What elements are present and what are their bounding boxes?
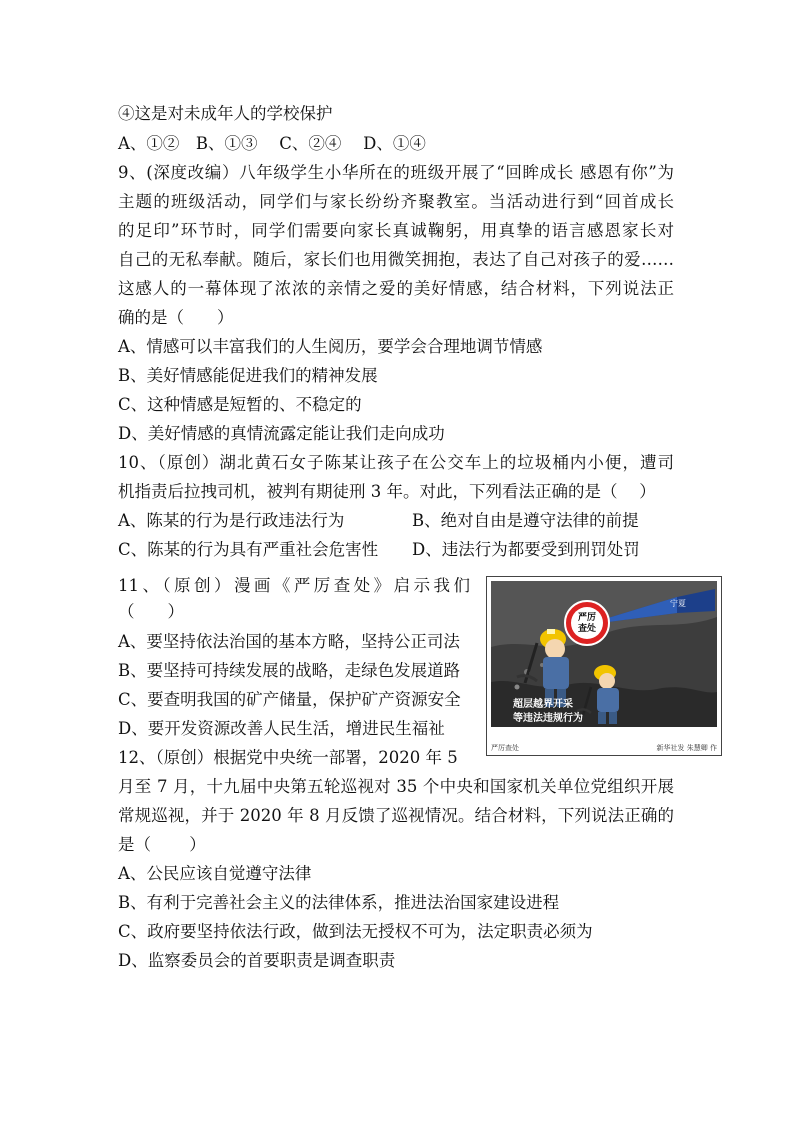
q9-option-d: D、美好情感的真情流露定能让我们走向成功 <box>118 424 445 443</box>
q10-option-c: C、陈某的行为具有严重社会危害性 <box>118 540 379 559</box>
q11-option-a: A、要坚持依法治国的基本方略，坚持公正司法 <box>118 632 460 651</box>
q9-stem-line-6: 确的是（ ） <box>118 308 234 327</box>
figure-caption-right: 新华社发 朱慧卿 作 <box>656 744 717 752</box>
q10-option-a: A、陈某的行为是行政违法行为 <box>118 511 345 530</box>
q10-options-row-2 <box>118 540 640 560</box>
banner-text-line-1: 超层越界开采 <box>513 699 573 710</box>
q12-stem-line-3: 常规巡视，并于 2020 年 8 月反馈了巡视情况。结合材料，下列说法正确的 <box>118 806 674 825</box>
q9-option-a: A、情感可以丰富我们的人生阅历，要学会合理地调节情感 <box>118 337 543 356</box>
q12-option-b: B、有利于完善社会主义的法律体系，推进法治国家建设进程 <box>118 893 560 912</box>
q10-stem-line-2: 机指责后拉拽司机，被判有期徒刑 3 年。对此，下列看法正确的是（ ） <box>118 482 656 501</box>
q10-options-row-1 <box>118 511 639 531</box>
blade-label: 宁夏 <box>670 599 686 608</box>
q9-stem-line-2: 主题的班级活动，同学们与家长纷纷齐聚教室。当活动进行到“回首成长 <box>118 192 674 211</box>
cartoon-illustration <box>487 577 721 755</box>
banner-text-line-2: 等违法违规行为 <box>513 713 583 724</box>
q12-stem-line-2: 月至 7 月，十九届中央第五轮巡视对 35 个中央和国家机关单位党组织开展 <box>118 777 674 796</box>
q12-option-c: C、政府要坚持依法行政，做到法无授权不可为，法定职责必须为 <box>118 922 593 941</box>
q9-option-b: B、美好情感能促进我们的精神发展 <box>118 366 378 385</box>
q10-stem-line-1: 10、（原创）湖北黄石女子陈某让孩子在公交车上的垃圾桶内小便，遭司 <box>118 453 674 472</box>
q9-option-c: C、这种情感是短暂的、不稳定的 <box>118 395 362 414</box>
sign-text-line-1: 严厉 <box>577 613 597 623</box>
q11-stem-line-1: 11、（原创）漫画《严厉查处》启示我们 <box>118 576 470 595</box>
q9-stem-line-3: 的足印”环节时，同学们需要向家长真诚鞠躬，用真挚的语言感恩家长对 <box>118 221 674 240</box>
q11-stem-line-2: （ ） <box>118 602 184 621</box>
q10-option-b: B、绝对自由是遵守法律的前提 <box>412 511 639 530</box>
q11-option-c: C、要查明我国的矿产储量，保护矿产资源安全 <box>118 690 461 709</box>
figure-caption-left: 严厉查处 <box>491 744 519 752</box>
cartoon-strict-investigation <box>486 576 722 756</box>
q8-answer-choices: A、①② B、①③ C、②④ D、①④ <box>118 134 426 153</box>
q9-stem-line-1: 9、(深度改编）八年级学生小华所在的班级开展了“回眸成长 感恩有你”为 <box>118 163 674 182</box>
q12-option-a: A、公民应该自觉遵守法律 <box>118 864 312 883</box>
q11-option-d: D、要开发资源改善人民生活，增进民生福祉 <box>118 719 445 738</box>
q12-stem-line-4: 是（ ） <box>118 835 206 854</box>
sign-text-line-2: 查处 <box>577 624 597 634</box>
q9-stem-line-4: 自己的无私奉献。随后，家长们也用微笑拥抱，表达了自己对孩子的爱…… <box>118 250 674 269</box>
q8-option-4: ④这是对未成年人的学校保护 <box>118 104 333 123</box>
q12-stem-line-1: 12、（原创）根据党中央统一部署，2020 年 5 <box>118 748 458 767</box>
q12-option-d: D、监察委员会的首要职责是调查职责 <box>118 951 396 970</box>
q10-option-d: D、违法行为都要受到刑罚处罚 <box>412 540 640 559</box>
q11-option-b: B、要坚持可持续发展的战略，走绿色发展道路 <box>118 661 461 680</box>
q9-stem-line-5: 这感人的一幕体现了浓浓的亲情之爱的美好情感，结合材料，下列说法正 <box>118 279 674 298</box>
